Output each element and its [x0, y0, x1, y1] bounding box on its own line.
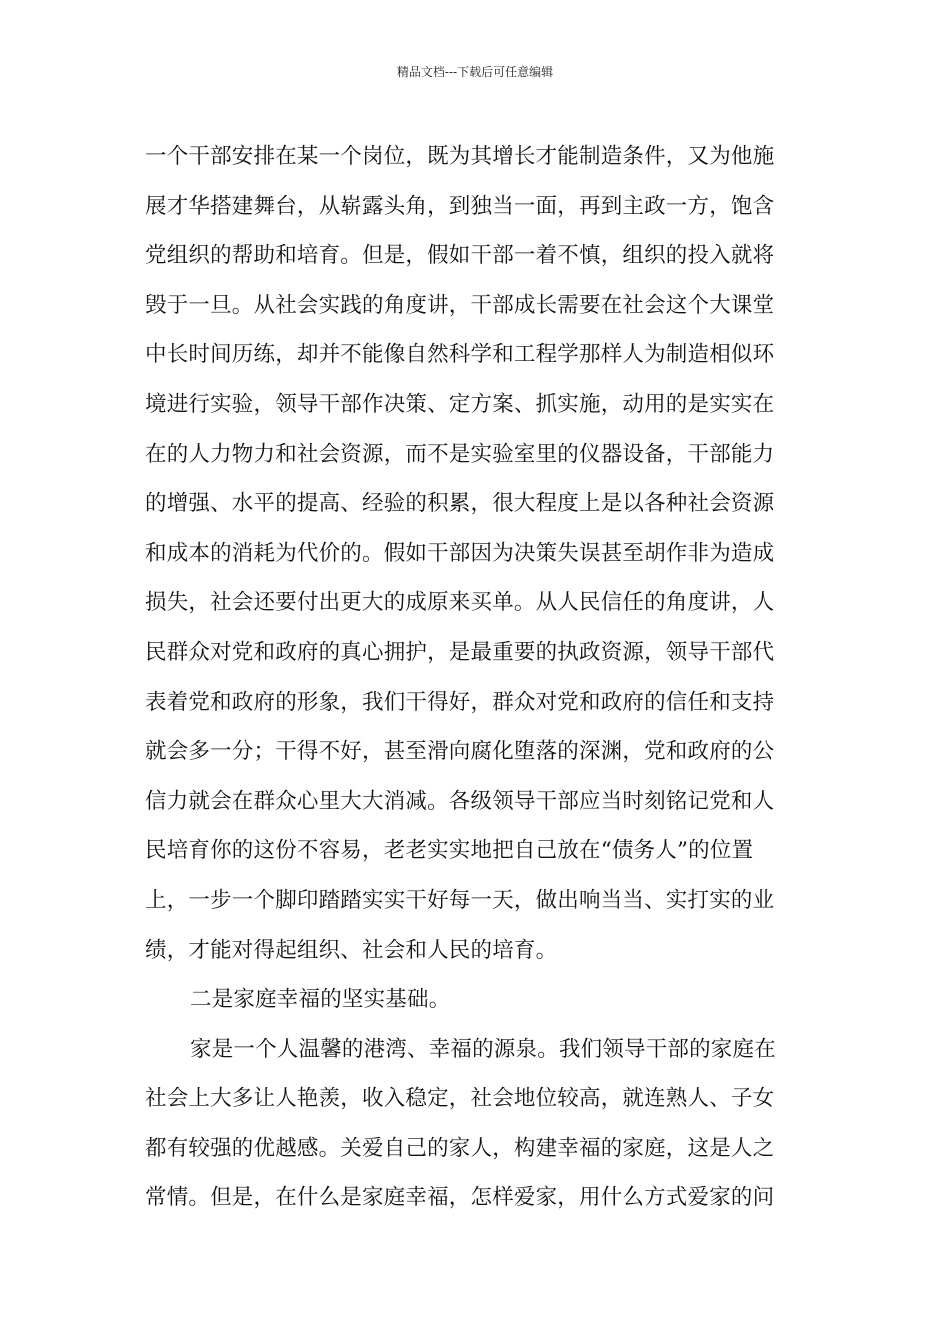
- text-line: 展才华搭建舞台，从崭露头角，到独当一面，再到主政一方，饱含: [145, 193, 775, 219]
- text-line: 和成本的消耗为代价的。假如干部因为决策失误甚至胡作非为造成: [145, 540, 775, 566]
- text-line: 家是一个人温馨的港湾、幸福的源泉。我们领导干部的家庭在: [190, 1036, 776, 1062]
- text-line: 绩，才能对得起组织、社会和人民的培育。: [145, 937, 558, 963]
- text-line: 中长时间历练，却并不能像自然科学和工程学那样人为制造相似环: [145, 342, 775, 368]
- text-line: 在的人力物力和社会资源，而不是实验室里的仪器设备，干部能力: [145, 441, 775, 467]
- text-line: 上，一步一个脚印踏踏实实干好每一天，做出响当当、实打实的业: [145, 887, 775, 913]
- text-line: 民群众对党和政府的真心拥护，是最重要的执政资源，领导干部代: [145, 639, 775, 665]
- text-line: 表着党和政府的形象，我们干得好，群众对党和政府的信任和支持: [145, 689, 775, 715]
- text-line: 境进行实验，领导干部作决策、定方案、抓实施，动用的是实实在: [145, 391, 775, 417]
- text-line: 就会多一分；干得不好，甚至滑向腐化堕落的深渊，党和政府的公: [145, 739, 775, 765]
- section-heading: [145, 975, 810, 1025]
- document-body: [145, 132, 810, 1223]
- text-line: 二是家庭幸福的坚实基础。: [190, 987, 451, 1013]
- text-line: 一个干部安排在某一个岗位，既为其增长才能制造条件，又为他施: [145, 144, 775, 169]
- paragraph: [145, 1025, 810, 1223]
- text-line: 社会上大多让人艳羡，收入稳定，社会地位较高，就连熟人、子女: [145, 1086, 775, 1112]
- text-line: 都有较强的优越感。关爱自己的家人，构建幸福的家庭，这是人之: [145, 1135, 775, 1161]
- text-line: 的增强、水平的提高、经验的积累，很大程度上是以各种社会资源: [145, 491, 775, 517]
- text-line: 党组织的帮助和培育。但是，假如干部一着不慎，组织的投入就将: [145, 243, 775, 269]
- paragraph: [145, 132, 810, 975]
- text-line: 毁于一旦。从社会实践的角度讲，干部成长需要在社会这个大课堂: [145, 292, 775, 318]
- page-header: 精品文档---下载后可任意编辑: [396, 65, 554, 79]
- text-line: 信力就会在群众心里大大消减。各级领导干部应当时刻铭记党和人: [145, 788, 775, 814]
- text-line: 损失，社会还要付出更大的成原来买单。从人民信任的角度讲，人: [145, 590, 775, 616]
- text-line: 常情。但是，在什么是家庭幸福，怎样爱家，用什么方式爱家的问: [145, 1185, 775, 1211]
- text-line: 民培育你的这份不容易，老老实实地把自己放在“债务人”的位置: [145, 838, 754, 864]
